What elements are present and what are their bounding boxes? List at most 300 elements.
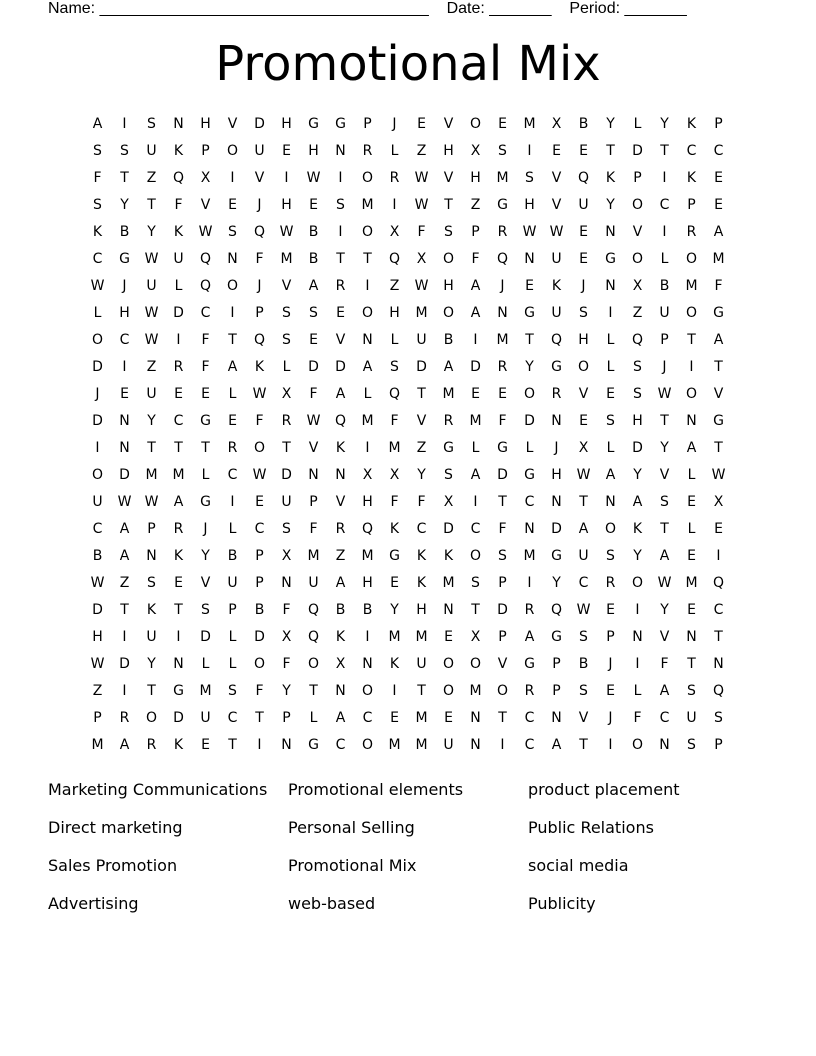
grid-letter: N <box>605 278 616 294</box>
grid-letter: L <box>201 656 210 672</box>
grid-letter: E <box>687 548 696 564</box>
grid-letter: D <box>173 710 184 726</box>
grid-row <box>84 276 732 303</box>
grid-letter: O <box>307 656 320 672</box>
grid-letter: O <box>253 440 266 456</box>
word-bank-item: social media <box>528 856 629 875</box>
grid-letter: R <box>119 710 130 726</box>
grid-letter: N <box>119 413 130 429</box>
grid-letter: E <box>471 386 480 402</box>
grid-letter: V <box>200 197 211 213</box>
grid-letter: W <box>549 224 564 240</box>
grid-letter: H <box>416 602 427 618</box>
grid-letter: S <box>714 710 723 726</box>
grid-letter: M <box>361 197 374 213</box>
grid-letter: O <box>523 386 536 402</box>
grid-letter: P <box>714 737 723 753</box>
grid-letter: Y <box>390 602 399 618</box>
grid-letter: N <box>281 575 292 591</box>
grid-letter: C <box>578 575 589 591</box>
grid-letter: P <box>363 116 372 132</box>
grid-letter: X <box>281 386 292 402</box>
grid-letter: M <box>712 251 725 267</box>
grid-letter: D <box>632 440 643 456</box>
grid-letter: J <box>608 710 613 726</box>
grid-letter: W <box>576 602 591 618</box>
grid-letter: C <box>92 521 103 537</box>
grid-letter: L <box>282 359 291 375</box>
grid-letter: F <box>714 278 723 294</box>
grid-letter: T <box>687 332 696 348</box>
grid-letter: A <box>470 305 481 321</box>
grid-letter: L <box>390 332 399 348</box>
grid-letter: L <box>606 440 615 456</box>
grid-letter: O <box>469 656 482 672</box>
grid-letter: A <box>686 440 697 456</box>
grid-letter: N <box>470 710 481 726</box>
grid-letter: A <box>659 683 670 699</box>
grid-letter: X <box>470 143 481 159</box>
grid-row <box>84 735 732 762</box>
grid-letter: K <box>173 737 184 753</box>
grid-letter: L <box>228 521 237 537</box>
grid-letter: V <box>551 170 562 186</box>
page-title: Promotional Mix <box>215 36 601 92</box>
grid-letter: H <box>443 278 454 294</box>
grid-row <box>84 708 732 735</box>
grid-letter: X <box>281 629 292 645</box>
grid-letter: W <box>306 413 321 429</box>
grid-row <box>84 438 732 465</box>
grid-letter: W <box>90 278 105 294</box>
grid-letter: I <box>365 440 370 456</box>
grid-letter: I <box>122 683 127 699</box>
grid-row <box>84 114 732 141</box>
grid-letter: M <box>307 548 320 564</box>
grid-letter: O <box>631 197 644 213</box>
grid-letter: E <box>444 629 453 645</box>
grid-letter: V <box>308 440 319 456</box>
grid-letter: J <box>500 278 505 294</box>
word-bank-item: web-based <box>288 894 376 913</box>
grid-letter: Z <box>632 305 643 321</box>
grid-letter: I <box>122 116 127 132</box>
grid-row <box>84 492 732 519</box>
grid-letter: L <box>309 710 318 726</box>
grid-letter: G <box>713 413 724 429</box>
grid-letter: C <box>227 710 238 726</box>
grid-letter: V <box>578 386 589 402</box>
grid-letter: L <box>93 305 102 321</box>
grid-letter: K <box>389 521 400 537</box>
grid-letter: M <box>388 629 401 645</box>
grid-letter: J <box>203 521 208 537</box>
grid-letter: E <box>714 197 723 213</box>
grid-letter: G <box>119 251 130 267</box>
grid-letter: X <box>713 494 724 510</box>
grid-letter: K <box>254 359 265 375</box>
grid-letter: Y <box>201 548 210 564</box>
grid-letter: T <box>309 683 318 699</box>
grid-letter: I <box>662 170 667 186</box>
grid-letter: C <box>173 413 184 429</box>
word-bank-item: Sales Promotion <box>48 856 178 875</box>
grid-letter: O <box>361 683 374 699</box>
grid-letter: D <box>119 656 130 672</box>
grid-letter: W <box>306 170 321 186</box>
grid-letter: H <box>389 305 400 321</box>
grid-letter: F <box>633 710 642 726</box>
grid-letter: F <box>390 413 399 429</box>
grid-letter: G <box>308 737 319 753</box>
grid-letter: S <box>444 467 453 483</box>
grid-letter: M <box>415 629 428 645</box>
grid-letter: Q <box>388 386 401 402</box>
grid-letter: A <box>470 278 481 294</box>
grid-letter: A <box>443 359 454 375</box>
grid-letter: R <box>551 386 562 402</box>
grid-letter: O <box>442 305 455 321</box>
grid-letter: G <box>335 116 346 132</box>
grid-letter: N <box>605 224 616 240</box>
grid-letter: Q <box>253 224 266 240</box>
word-bank-item: Marketing Communications <box>48 780 268 799</box>
grid-letter: R <box>173 521 184 537</box>
grid-letter: A <box>227 359 238 375</box>
grid-letter: Y <box>606 116 615 132</box>
grid-letter: G <box>308 116 319 132</box>
grid-letter: F <box>201 359 210 375</box>
grid-letter: L <box>363 386 372 402</box>
grid-letter: N <box>497 305 508 321</box>
grid-letter: C <box>92 251 103 267</box>
grid-letter: S <box>579 629 588 645</box>
grid-letter: F <box>282 656 291 672</box>
grid-letter: N <box>173 656 184 672</box>
grid-letter: C <box>524 737 535 753</box>
grid-letter: E <box>336 305 345 321</box>
grid-letter: Z <box>416 440 427 456</box>
grid-letter: I <box>392 683 397 699</box>
grid-letter: I <box>122 359 127 375</box>
grid-row <box>84 357 732 384</box>
grid-letter: D <box>551 521 562 537</box>
grid-letter: M <box>496 170 509 186</box>
grid-letter: D <box>443 521 454 537</box>
grid-letter: E <box>498 116 507 132</box>
grid-letter: P <box>606 629 615 645</box>
grid-letter: B <box>119 224 130 240</box>
grid-letter: M <box>172 467 185 483</box>
grid-letter: Q <box>253 332 266 348</box>
word-bank-item: Promotional elements <box>288 780 464 799</box>
grid-letter: G <box>497 197 508 213</box>
grid-letter: Q <box>712 683 725 699</box>
grid-letter: V <box>335 494 346 510</box>
grid-letter: R <box>443 413 454 429</box>
grid-letter: S <box>660 494 669 510</box>
grid-letter: L <box>390 143 399 159</box>
grid-letter: E <box>552 143 561 159</box>
grid-letter: W <box>279 224 294 240</box>
grid-letter: C <box>227 467 238 483</box>
grid-letter: U <box>659 305 670 321</box>
grid-letter: Y <box>660 602 669 618</box>
grid-letter: G <box>605 251 616 267</box>
grid-letter: S <box>633 359 642 375</box>
grid-row <box>84 195 732 222</box>
grid-letter: N <box>713 656 724 672</box>
grid-letter: P <box>552 683 561 699</box>
grid-letter: U <box>281 494 292 510</box>
grid-letter: P <box>255 548 264 564</box>
grid-letter: D <box>200 629 211 645</box>
grid-letter: C <box>524 710 535 726</box>
grid-letter: J <box>608 656 613 672</box>
grid-letter: Z <box>335 548 346 564</box>
grid-letter: V <box>443 116 454 132</box>
grid-letter: P <box>633 170 642 186</box>
grid-letter: I <box>365 629 370 645</box>
grid-letter: N <box>281 737 292 753</box>
grid-letter: T <box>147 683 156 699</box>
grid-letter: E <box>579 224 588 240</box>
grid-letter: N <box>551 494 562 510</box>
grid-letter: R <box>389 170 400 186</box>
grid-letter: L <box>471 440 480 456</box>
grid-letter: C <box>713 602 724 618</box>
grid-letter: W <box>90 656 105 672</box>
grid-letter: M <box>388 440 401 456</box>
grid-letter: E <box>525 278 534 294</box>
grid-letter: W <box>144 332 159 348</box>
grid-letter: I <box>608 305 613 321</box>
grid-letter: U <box>146 143 157 159</box>
grid-letter: P <box>471 224 480 240</box>
grid-letter: C <box>335 737 346 753</box>
grid-letter: A <box>173 494 184 510</box>
word-bank-item: product placement <box>528 780 680 799</box>
grid-letter: T <box>579 494 588 510</box>
grid-letter: S <box>471 575 480 591</box>
grid-letter: E <box>579 143 588 159</box>
grid-letter: U <box>227 575 238 591</box>
grid-letter: X <box>416 251 427 267</box>
grid-letter: C <box>119 332 130 348</box>
grid-letter: F <box>255 251 264 267</box>
grid-letter: M <box>523 116 536 132</box>
grid-letter: T <box>444 197 453 213</box>
grid-letter: U <box>254 143 265 159</box>
grid-letter: L <box>660 251 669 267</box>
grid-letter: S <box>687 737 696 753</box>
grid-letter: P <box>660 332 669 348</box>
grid-letter: O <box>685 251 698 267</box>
grid-letter: S <box>498 143 507 159</box>
grid-letter: O <box>442 683 455 699</box>
grid-letter: S <box>687 683 696 699</box>
grid-letter: G <box>389 548 400 564</box>
student-info-line: Name: _____________________________________ Date: _______ Period: _______ <box>48 0 687 17</box>
word-bank-item: Promotional Mix <box>288 856 417 875</box>
grid-letter: Q <box>388 251 401 267</box>
grid-letter: G <box>524 656 535 672</box>
grid-letter: A <box>551 737 562 753</box>
grid-letter: M <box>469 413 482 429</box>
grid-letter: M <box>442 575 455 591</box>
grid-letter: U <box>686 710 697 726</box>
grid-letter: C <box>362 710 373 726</box>
grid-letter: M <box>199 683 212 699</box>
grid-letter: W <box>576 467 591 483</box>
grid-letter: Y <box>633 548 642 564</box>
grid-row <box>84 546 732 573</box>
grid-letter: T <box>525 332 534 348</box>
grid-letter: D <box>308 359 319 375</box>
grid-letter: Y <box>417 467 426 483</box>
grid-letter: F <box>309 386 318 402</box>
grid-letter: D <box>335 359 346 375</box>
grid-letter: A <box>470 467 481 483</box>
grid-letter: B <box>659 278 670 294</box>
grid-letter: B <box>254 602 265 618</box>
grid-letter: Y <box>147 656 156 672</box>
grid-letter: Z <box>119 575 130 591</box>
grid-letter: H <box>524 197 535 213</box>
grid-letter: G <box>551 548 562 564</box>
grid-letter: J <box>662 359 667 375</box>
grid-letter: N <box>362 332 373 348</box>
grid-letter: N <box>632 629 643 645</box>
grid-letter: P <box>309 494 318 510</box>
grid-letter: I <box>662 224 667 240</box>
grid-letter: S <box>390 359 399 375</box>
grid-letter: W <box>144 305 159 321</box>
grid-letter: S <box>606 548 615 564</box>
grid-letter: H <box>578 332 589 348</box>
grid-letter: Q <box>199 251 212 267</box>
grid-letter: E <box>174 575 183 591</box>
grid-letter: V <box>659 467 670 483</box>
grid-letter: E <box>390 710 399 726</box>
grid-letter: P <box>498 575 507 591</box>
grid-letter: W <box>144 494 159 510</box>
grid-letter: R <box>524 602 535 618</box>
grid-letter: V <box>416 413 427 429</box>
grid-letter: E <box>687 494 696 510</box>
grid-letter: P <box>93 710 102 726</box>
grid-letter: A <box>119 521 130 537</box>
grid-letter: P <box>282 710 291 726</box>
grid-letter: T <box>687 656 696 672</box>
grid-letter: I <box>635 602 640 618</box>
grid-letter: M <box>388 737 401 753</box>
grid-letter: O <box>91 467 104 483</box>
grid-letter: D <box>416 359 427 375</box>
grid-letter: F <box>498 413 507 429</box>
grid-letter: I <box>716 548 721 564</box>
grid-letter: G <box>443 440 454 456</box>
grid-letter: Y <box>282 683 291 699</box>
grid-letter: E <box>498 386 507 402</box>
grid-letter: W <box>414 170 429 186</box>
grid-letter: L <box>228 386 237 402</box>
word-bank-item: Public Relations <box>528 818 654 837</box>
grid-letter: T <box>255 710 264 726</box>
grid-letter: E <box>417 116 426 132</box>
grid-letter: W <box>252 386 267 402</box>
grid-letter: L <box>687 521 696 537</box>
grid-letter: N <box>227 251 238 267</box>
grid-letter: Q <box>712 575 725 591</box>
grid-letter: L <box>633 683 642 699</box>
grid-letter: A <box>713 224 724 240</box>
grid-letter: S <box>228 683 237 699</box>
grid-letter: O <box>253 656 266 672</box>
grid-letter: K <box>416 575 427 591</box>
grid-letter: R <box>686 224 697 240</box>
grid-row <box>84 168 732 195</box>
grid-letter: G <box>524 305 535 321</box>
grid-letter: W <box>657 575 672 591</box>
grid-letter: E <box>282 143 291 159</box>
grid-letter: M <box>415 710 428 726</box>
word-bank-item: Publicity <box>528 894 596 913</box>
grid-letter: H <box>308 143 319 159</box>
grid-letter: F <box>282 602 291 618</box>
grid-row <box>84 627 732 654</box>
grid-letter: K <box>686 170 697 186</box>
grid-letter: C <box>659 710 670 726</box>
grid-letter: E <box>606 386 615 402</box>
grid-letter: Y <box>147 413 156 429</box>
grid-letter: Q <box>631 332 644 348</box>
grid-letter: O <box>361 305 374 321</box>
grid-letter: S <box>147 575 156 591</box>
grid-letter: R <box>335 521 346 537</box>
grid-letter: K <box>173 143 184 159</box>
grid-letter: S <box>525 170 534 186</box>
grid-letter: V <box>713 386 724 402</box>
grid-letter: T <box>660 143 669 159</box>
grid-letter: L <box>228 629 237 645</box>
grid-letter: B <box>443 332 454 348</box>
grid-letter: C <box>254 521 265 537</box>
grid-letter: Z <box>146 170 157 186</box>
grid-letter: I <box>176 332 181 348</box>
grid-letter: M <box>496 332 509 348</box>
grid-letter: R <box>497 359 508 375</box>
grid-letter: M <box>442 386 455 402</box>
grid-letter: V <box>227 116 238 132</box>
grid-letter: R <box>605 575 616 591</box>
grid-letter: K <box>389 656 400 672</box>
grid-letter: T <box>363 251 372 267</box>
grid-letter: L <box>174 278 183 294</box>
grid-letter: T <box>714 440 723 456</box>
grid-letter: W <box>522 224 537 240</box>
grid-letter: P <box>498 629 507 645</box>
grid-letter: F <box>417 224 426 240</box>
grid-letter: K <box>443 548 454 564</box>
grid-letter: N <box>335 467 346 483</box>
grid-letter: K <box>146 602 157 618</box>
grid-letter: O <box>631 575 644 591</box>
grid-letter: S <box>579 683 588 699</box>
grid-letter: D <box>119 467 130 483</box>
grid-letter: R <box>227 440 238 456</box>
grid-letter: P <box>255 305 264 321</box>
